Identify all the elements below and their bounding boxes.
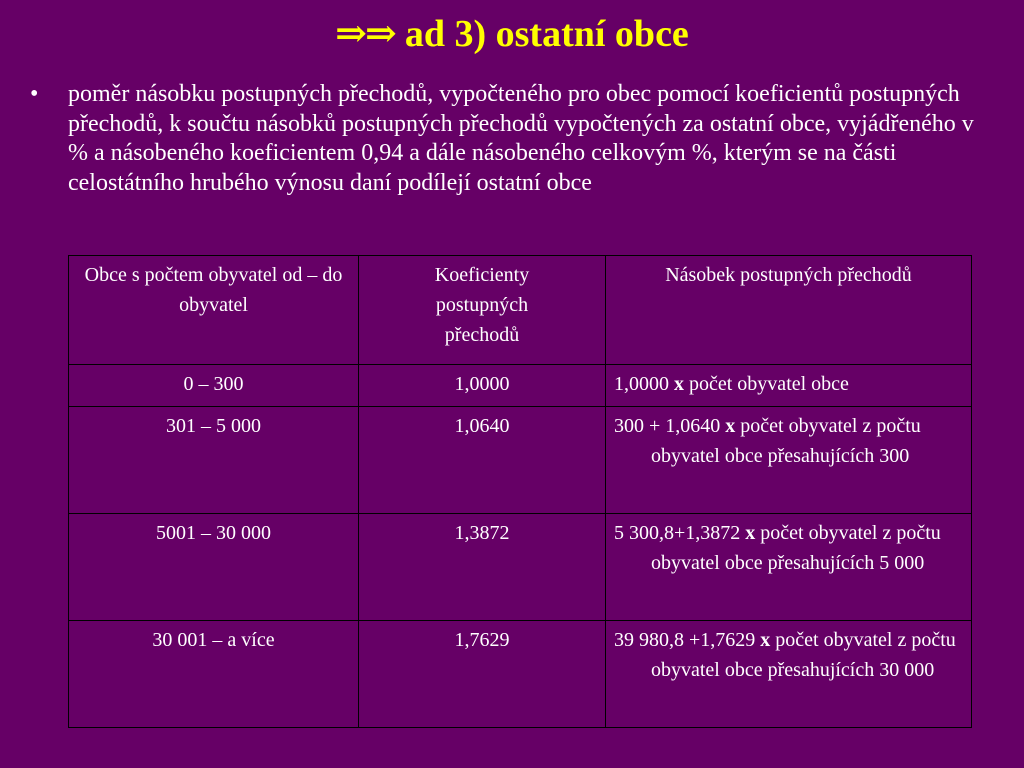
bullet-paragraph bbox=[30, 80, 990, 198]
table-row bbox=[69, 407, 972, 514]
cell-coefficient: 1,0000 bbox=[359, 365, 606, 407]
multiply-sign: x bbox=[745, 522, 756, 544]
cell-range: 30 001 – a více bbox=[69, 621, 359, 728]
formula-text bbox=[614, 518, 963, 578]
table-header-row bbox=[69, 256, 972, 365]
cell-formula bbox=[606, 365, 972, 407]
formula-pre: 39 980,8 +1,7629 bbox=[614, 629, 761, 651]
header-coefficients-text: Koeficienty postupných přechodů bbox=[434, 264, 530, 346]
header-population-range: Obce s počtem obyvatel od – do obyvatel bbox=[69, 256, 359, 365]
formula-post: počet obyvatel z počtu obyvatel obce přesahujících 5 000 bbox=[651, 522, 941, 574]
cell-formula bbox=[606, 621, 972, 728]
formula-text bbox=[614, 625, 963, 685]
cell-range: 0 – 300 bbox=[69, 365, 359, 407]
cell-range: 5001 – 30 000 bbox=[69, 514, 359, 621]
coefficients-table bbox=[68, 255, 972, 728]
multiply-sign: x bbox=[760, 629, 771, 651]
table-row bbox=[69, 621, 972, 728]
header-coefficients bbox=[359, 256, 606, 365]
formula-post: počet obyvatel obce bbox=[684, 373, 849, 395]
cell-coefficient: 1,7629 bbox=[359, 621, 606, 728]
formula-post: počet obyvatel z počtu obyvatel obce přesahujících 30 000 bbox=[651, 629, 956, 681]
slide-title bbox=[0, 10, 1024, 58]
multiply-sign: x bbox=[725, 415, 736, 437]
bullet-text: poměr násobku postupných přechodů, vypočteného pro obec pomocí koeficientů postupných přechodů, k součtu násobků postupných přechodů vypočtených za ostatní obce, vyjádřeného v % a násobeného koeficientem 0,94 a dále násobeného celkovým %, kterým se na části celostátního hrubého výnosu daní podílejí ostatní obce bbox=[68, 81, 974, 196]
cell-range: 301 – 5 000 bbox=[69, 407, 359, 514]
bullet-icon: • bbox=[30, 81, 39, 107]
cell-formula bbox=[606, 407, 972, 514]
slide-title-text: ad 3) ostatní obce bbox=[404, 13, 689, 55]
formula-pre: 300 + 1,0640 bbox=[614, 415, 726, 437]
double-arrow-icon: ⇒⇒ bbox=[335, 13, 395, 55]
formula-pre: 5 300,8+1,3872 bbox=[614, 522, 746, 544]
header-multiple: Násobek postupných přechodů bbox=[606, 256, 972, 365]
multiply-sign: x bbox=[674, 373, 684, 395]
formula-post: počet obyvatel z počtu obyvatel obce přesahujících 300 bbox=[651, 415, 921, 467]
formula-pre: 1,0000 bbox=[614, 373, 674, 395]
formula-text bbox=[614, 411, 963, 471]
table-row bbox=[69, 514, 972, 621]
cell-coefficient: 1,0640 bbox=[359, 407, 606, 514]
cell-coefficient: 1,3872 bbox=[359, 514, 606, 621]
cell-formula bbox=[606, 514, 972, 621]
formula-text bbox=[614, 369, 963, 399]
table-row bbox=[69, 365, 972, 407]
